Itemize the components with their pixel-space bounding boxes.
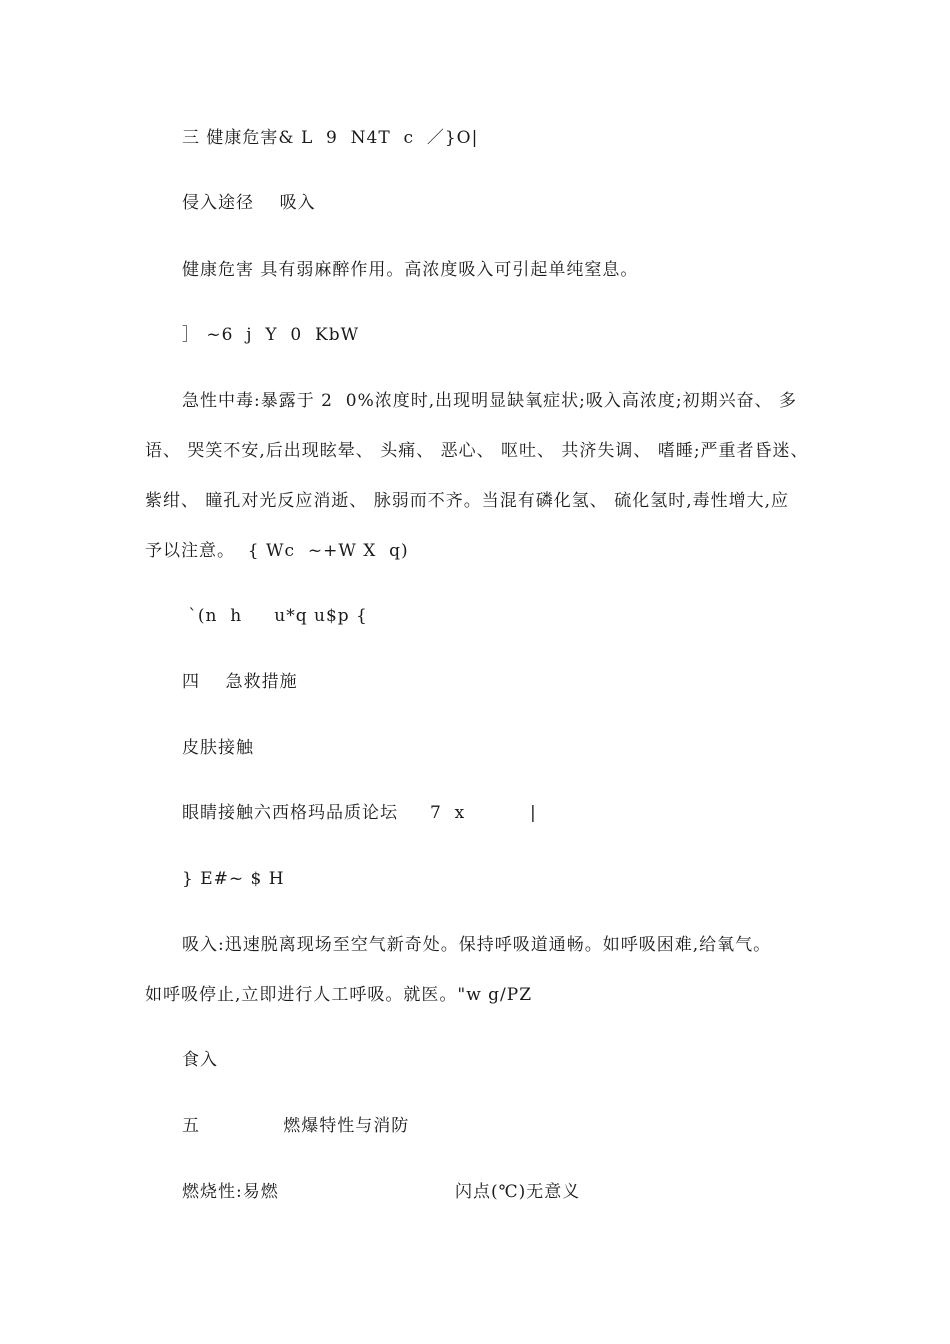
paragraph-line: 急性中毒:暴露于 2 0%浓度时,出现明显缺氧症状;吸入高浓度;初期兴奋、 多 [182, 391, 797, 411]
text-line: 皮肤接触 [182, 738, 254, 758]
text-line: ］ ~6 j Y 0 KbW [182, 325, 360, 345]
paragraph-line: 紫绀、 瞳孔对光反应消逝、 脉弱而不齐。当混有磷化氢、 硫化氢时,毒性增大,应 [145, 491, 790, 511]
text-line: `(n h u*q u$p { [182, 606, 368, 626]
paragraph-line: 如呼吸停止,立即进行人工呼吸。就医。"w g/PZ [145, 985, 533, 1005]
text-line: 健康危害 具有弱麻醉作用。高浓度吸入可引起单纯窒息。 [182, 260, 639, 280]
text-line: | [530, 803, 537, 823]
text-line: } E#~ $ H [182, 869, 285, 889]
text-line: 食入 [182, 1050, 218, 1070]
text-line: 侵入途径 吸入 [182, 193, 316, 213]
text-line: 眼睛接触六西格玛品质论坛 7 x [182, 803, 466, 823]
text-line: 闪点(℃)无意义 [455, 1182, 581, 1202]
paragraph-line: 吸入:迅速脱离现场至空气新奇处。保持呼吸道通畅。如呼吸困难,给氧气。 [182, 935, 772, 955]
paragraph-line: 语、 哭笑不安,后出现眩晕、 头痛、 恶心、 呕吐、 共济失调、 嗜睡;严重者昏迷、 [145, 441, 809, 461]
paragraph-line: 予以注意。 { Wc ~+W X q) [145, 541, 409, 561]
text-line: 三 健康危害& L 9 N4T c ／}O| [182, 128, 479, 148]
section-heading: 五 燃爆特性与消防 [182, 1116, 410, 1136]
section-heading: 四 急救措施 [182, 672, 298, 692]
text-line: 燃烧性:易燃 [182, 1182, 279, 1202]
